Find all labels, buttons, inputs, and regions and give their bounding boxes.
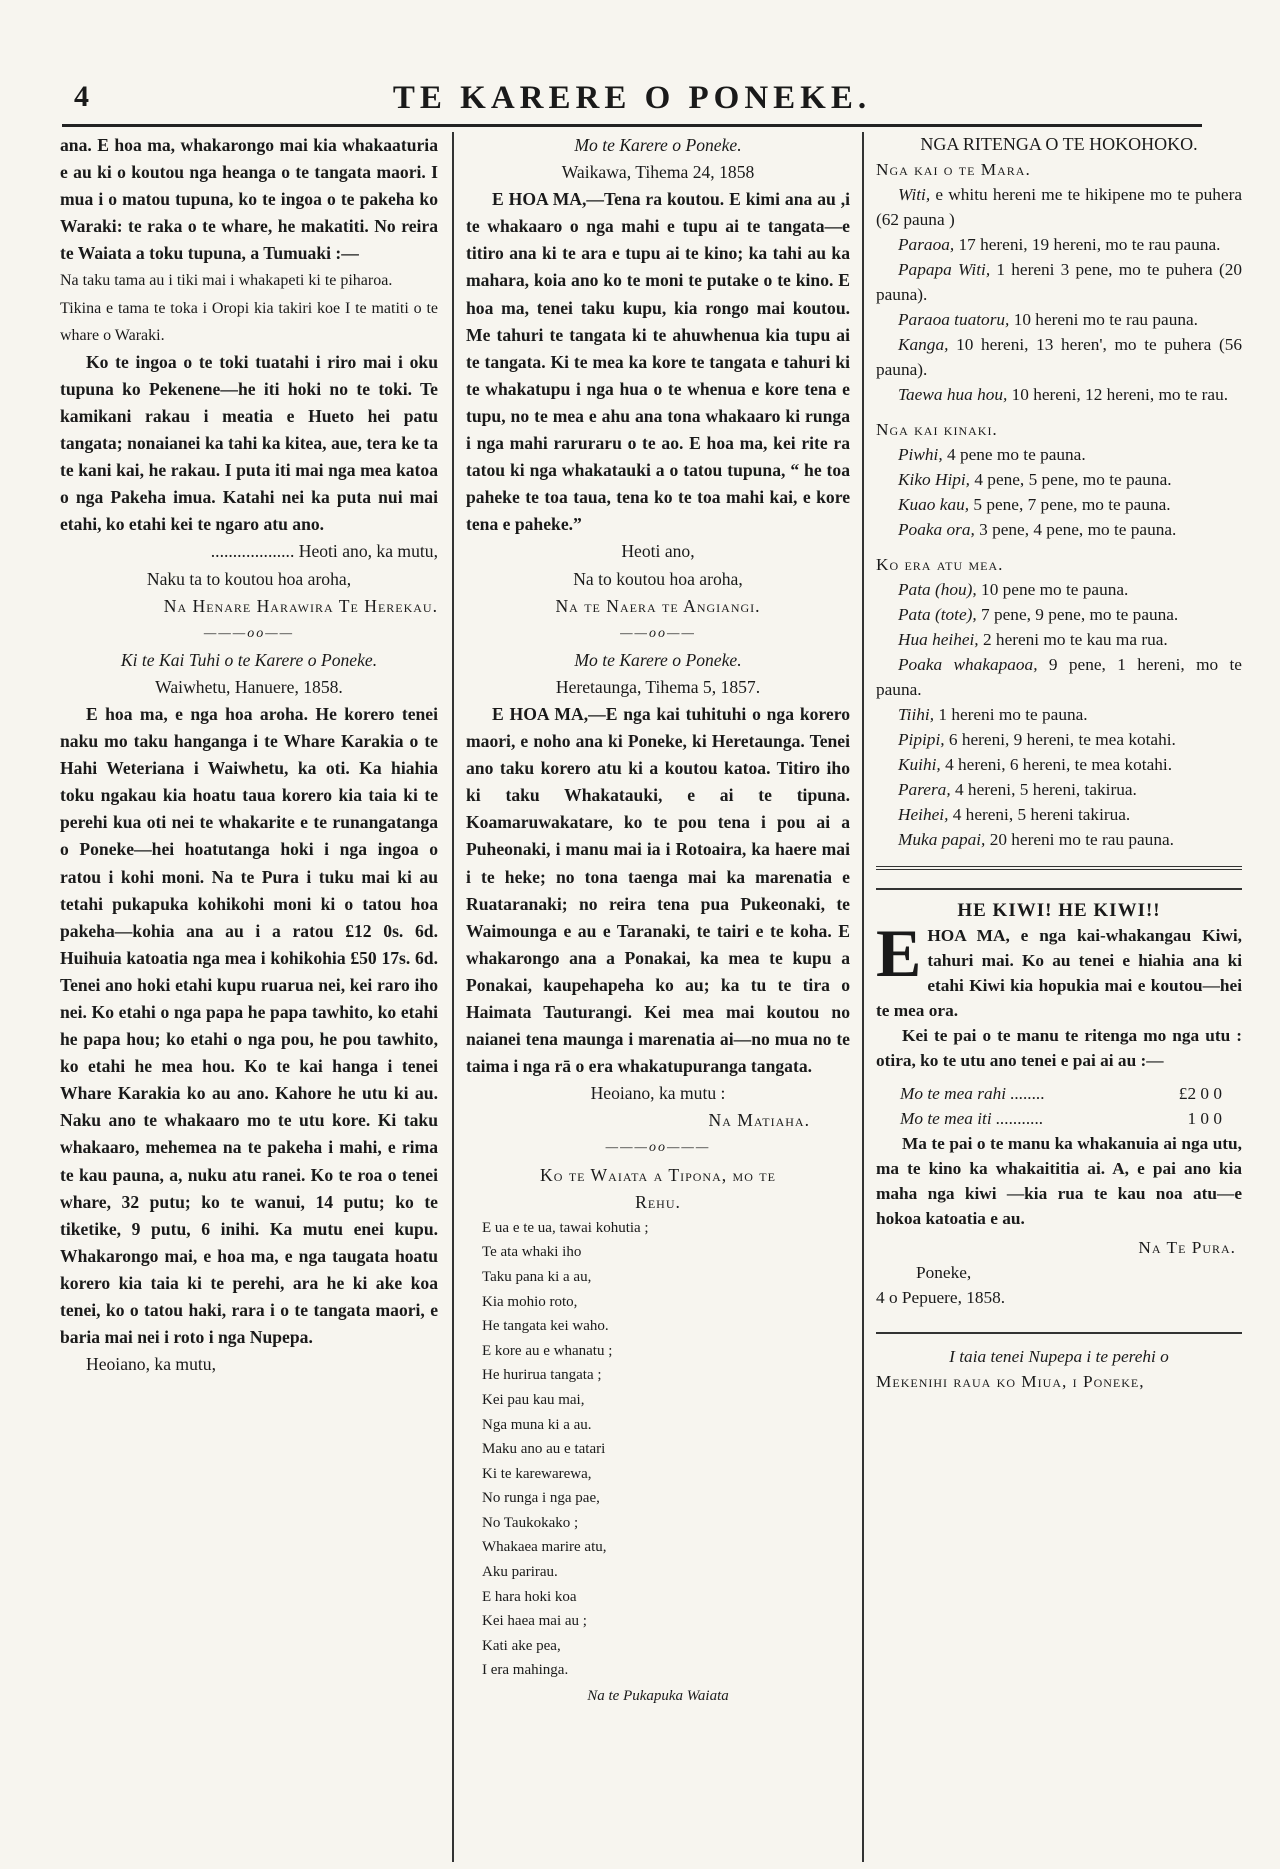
col2-letter-place-2: Heretaunga, Tihema 5, 1857. xyxy=(555,676,761,697)
col2-closing-3: Heoiano, ka mutu : xyxy=(590,1083,726,1104)
verse-line: E ua e te ua, tawai kohutia ; xyxy=(482,1219,649,1236)
col1-verse-2: Tikina e tama te toka i Oropi kia takiri koe I te matiti o te whare o Waraki. xyxy=(60,299,438,344)
price-item: Hua heihei, 2 hereni mo te kau ma rua. xyxy=(898,630,1168,649)
page-title: TE KARERE O PONEKE. xyxy=(392,80,872,116)
advert-price-row: Mo te mea iti ........... 1 0 0 xyxy=(900,1109,1222,1128)
page-header xyxy=(62,80,1202,120)
col2-paragraph-2: E HOA MA,—E nga kai tuhituhi o nga korero maori, e noho ana ki Poneke, ki Heretaunga. Tenei ano taku korero atu ki a koutou katoa. Titiro iho ki taku Whakatauki, e ai te tipuna. Koamaruwakatare, ko te pou tena i pou ai a Puheonaki, i manu mai ia i Rotoaira, ka haere mai i te heke; no tona taenga mai ka marenatia e Ruataranaki; no reira tena pua Pukeonaki, te Waimounga e au e Taranaki, te tairi e te koha. E whakarongo ana a Ponakai, ka mea te kupu a Ponakai, kaupehapeha ko au; ka tu te tira o Haimata Tauturangi. Kei mea mai koutou no naianei tena maunga i marenatia ai—no mua no te taima i nga rā o era whakatupuranga tangata. xyxy=(466,703,850,1077)
price-item: Kuao kau, 5 pene, 7 pene, mo te pauna. xyxy=(898,495,1171,514)
column-3 xyxy=(876,132,1242,1394)
verse-line: E hara hoki koa xyxy=(482,1588,577,1605)
column-1 xyxy=(60,132,438,1378)
column-2 xyxy=(466,132,850,1710)
verse-line: Aku parirau. xyxy=(482,1564,558,1581)
price-item: Papapa Witi, 1 hereni 3 pene, mo te puhera (20 pauna). xyxy=(876,260,1242,304)
price-item: Pipipi, 6 hereni, 9 hereni, te mea kotahi. xyxy=(898,730,1176,749)
advert-paragraph-1: EHOA MA, e nga kai-whakangau Kiwi, tahuri mai. Ko au tenei e hiahia ana ki etahi Kiwi kia hopukia mai e koutou—hei te mea ora. xyxy=(876,915,1242,1020)
col1-letter-heading: Ki te Kai Tuhi o te Karere o Poneke. xyxy=(120,649,378,670)
price-item: Paraoa, 17 hereni, 19 hereni, mo te rau pauna. xyxy=(898,235,1221,254)
price-item: Poaka whakapaoa, 9 pene, 1 hereni, mo te pauna. xyxy=(876,655,1242,699)
verse-line: Kei haea mai au ; xyxy=(482,1613,587,1630)
price-item: Parera, 4 hereni, 5 hereni, takirua. xyxy=(898,780,1137,799)
verse-line: E kore au e whanatu ; xyxy=(482,1342,613,1359)
verse-line: Kati ake pea, xyxy=(482,1637,561,1654)
col2-song-verse xyxy=(466,1216,850,1683)
col2-separator-2: ———oo——— xyxy=(605,1140,711,1156)
market-section-1: Nga kai o te Mara. xyxy=(876,160,1031,179)
advert-drop-cap: E xyxy=(876,915,922,991)
verse-line: Maku ano au e tatari xyxy=(482,1441,606,1458)
price-item: Paraoa tuatoru, 10 hereni mo te rau pauna. xyxy=(898,310,1198,329)
verse-line: Te ata whaki iho xyxy=(482,1244,582,1261)
advert-price-row: Mo te mea rahi ........ £2 0 0 xyxy=(900,1084,1222,1103)
column-divider-2 xyxy=(862,132,864,1862)
market-section-3: Ko era atu mea. xyxy=(876,555,1004,574)
verse-line: Nga muna ki a au. xyxy=(482,1416,592,1433)
col2-separator-1: ——oo—— xyxy=(620,625,696,641)
price-item: Kuihi, 4 hereni, 6 hereni, te mea kotahi. xyxy=(898,755,1173,774)
price-item: Muka papai, 20 hereni mo te rau pauna. xyxy=(898,830,1174,849)
verse-line: No Taukokako ; xyxy=(482,1514,579,1531)
col2-signature-1: Na te Naera te Angiangi. xyxy=(555,595,761,616)
verse-line: Taku pana ki a au, xyxy=(482,1268,592,1285)
price-item: Taewa hua hou, 10 hereni, 12 hereni, mo te rau. xyxy=(898,385,1229,404)
col2-song-heading-2: Rehu. xyxy=(635,1191,681,1212)
verse-line: Kei pau kau mai, xyxy=(482,1391,585,1408)
col2-tail-heading: Na te Pukapuka Waiata xyxy=(587,1688,729,1705)
market-prices-heading: NGA RITENGA O TE HOKOHOKO. xyxy=(920,134,1198,154)
verse-line: Whakaea marire atu, xyxy=(482,1539,607,1556)
col1-closing-2: Naku ta to koutou hoa aroha, xyxy=(146,568,352,589)
column-divider-1 xyxy=(452,132,454,1862)
verse-line: I era mahinga. xyxy=(482,1662,569,1679)
price-item: Witi, e whitu hereni me te hikipene mo te puhera (62 pauna ) xyxy=(876,185,1242,229)
advert-date: 4 o Pepuere, 1858. xyxy=(876,1288,1006,1307)
col1-closing-3: Heoiano, ka mutu, xyxy=(86,1354,216,1375)
price-item: Piwhi, 4 pene mo te pauna. xyxy=(898,445,1086,464)
advert-price-list xyxy=(876,1081,1242,1131)
col2-closing-1: Heoti ano, xyxy=(621,541,695,562)
col2-song-heading-1: Ko te Waiata a Tipona, mo te xyxy=(540,1164,776,1185)
col1-paragraph-2: Ko te ingoa o te toki tuatahi i riro mai i oku tupuna ko Pekenene—he iti hoki no te toki. Te kamikani rakau i meatia e Hueto hei patu tangata; nonaianei ka tahi ka kitea, aue, tera ke ta te kani kai, he rakau. I puta iti mai nga mea katoa o nga Pakeha imua. Katahi nei ka puta nui mai etahi, ko etahi kei te ngaro atu ano. xyxy=(60,351,438,535)
footer-rule xyxy=(876,1332,1242,1334)
market-section-2: Nga kai kinaki. xyxy=(876,420,998,439)
col2-closing-2: Na to koutou hoa aroha, xyxy=(573,568,743,589)
advert-paragraph-3: Ma te pai o te manu ka whakanuia ai nga utu, ma te kino ka whakaititia ai. A, e pai ano kia maha nga kiwi —kia rua te kau noa atu—e hokoa katoatia e au. xyxy=(876,1134,1242,1228)
verse-line: He hurirua tangata ; xyxy=(482,1367,602,1384)
header-rule xyxy=(62,124,1202,127)
price-item: Tiihi, 1 hereni mo te pauna. xyxy=(898,705,1088,724)
verse-line: Ki te karewarewa, xyxy=(482,1465,592,1482)
advert-paragraph-2: Kei te pai o te manu te ritenga mo nga utu : otira, ko te utu ano tenei e pai ai au :— xyxy=(876,1026,1242,1070)
price-item: Kanga, 10 hereni, 13 heren', mo te puhera (56 pauna). xyxy=(876,335,1242,379)
col1-letter-place: Waiwhetu, Hanuere, 1858. xyxy=(155,676,343,697)
section-rule xyxy=(876,866,1242,870)
col1-verse-1: Na taku tama au i tiki mai i whakapeti ki te piharoa. xyxy=(60,272,393,290)
col1-signature-1: Na Henare Harawira Te Herekau. xyxy=(163,595,438,616)
advert-heading: HE KIWI! HE KIWI!! xyxy=(957,900,1161,921)
col2-signature-2: Na Matiaha. xyxy=(708,1110,810,1131)
advert-place: Poneke, xyxy=(916,1263,972,1282)
col2-letter-heading-1: Mo te Karere o Poneke. xyxy=(574,135,742,155)
col1-paragraph-3: E hoa ma, e nga hoa aroha. He korero tenei naku mo taku hanganga i te Whare Karakia o te Hahi Weteriana i Waiwhetu, ka oti. Ka hiahia toku ngakau kia hoatu taua korero kia taia ki te perehi kua oti nei te whakarite e te runangatanga o Poneke—hei hoatutanga hoki i nga ingoa o ratou i kohi moni. Na te Pura i tuku mai ki au tetahi pukapuka kohikohi moni ki o tatou hoa pakeha—kohia ana au i a ratou £12 0s. 6d. Huihuia katoatia nga mea i kohikohia £50 17s. 6d. Tenei ano hoki etahi kupu ruarua nei, kei raro iho nei. Ko etahi o nga papa he papa tawhito, ko etahi he papa hou; ko etahi o nga pou, he pou tawhito, ko etahi he mea hou. Ko te kai hanga i tenei Whare Karakia ko au ano. Kahore he utu ki au. Naku ano te whakaaro mo te utu kore. Ki taku whakaaro, mehemea na te pakeha i mahi, e rima te kau pauna, a, nuku atu ranei. Ko te roa o tenei whare, 32 putu; ko te wanui, 14 putu; ko te tiketike, 9 putu, 6 inihi. Ka mutu enei kupu. Whakarongo mai, e hoa ma, e nga taugata hoatu korero kia taia ki te perehi, ara he ki ake koa tenei, ko o tatou haki, rara i o te tangata maori, e baria mai nei i roto i nga Nupepa. xyxy=(60,703,438,1348)
price-item: Poaka ora, 3 pene, 4 pene, mo te pauna. xyxy=(898,520,1177,539)
imprint-line-2: Mekenihi raua ko Miua, i Poneke, xyxy=(876,1372,1145,1391)
col2-letter-place-1: Waikawa, Tihema 24, 1858 xyxy=(561,162,755,183)
col2-paragraph-1: E HOA MA,—Tena ra koutou. E kimi ana au ,i te whakaaro o nga mahi e tupu ai te tangata—e titiro ana ki te ara e tupu ai te kino; ka tahi au ka mahara, koia ano ko te moni te putake o te kino. E hoa ma, tenei taku kupu, kia rongo mai koutou. Me tahuri te tangata ki te ahuwhenua kia tupu ai te tangata. Ki te mea ka kore te tangata e tahuri ki te whakatupu i nga hua o te whenua e kore tena e tupu, no te mea e ahu ana tona whakaaro ki runga i nga mahi raruraru o te ao. E hoa ma, kei rite ra tatou ki nga whakatauki a o tatou tupuna, “ he toa paheke te toa taua, tena ko te toa mahi kai, e kore tena e paheke.” xyxy=(466,189,850,535)
col1-paragraph-1: ana. E hoa ma, whakarongo mai kia whakaaturia e au ki o koutou nga heanga o te tangata maori. I mua i o matou tupuna, ko te ingoa o te pakeha ko Waraki: te raka o te whare, he makatiti. No reira te Waiata a toku tupuna, a Tumuaki :— xyxy=(60,135,438,264)
advert-top-rule xyxy=(876,888,1242,890)
page-number: 4 xyxy=(74,80,89,113)
verse-line: No runga i nga pae, xyxy=(482,1490,600,1507)
price-item: Pata (tote), 7 pene, 9 pene, mo te pauna. xyxy=(898,605,1179,624)
verse-line: Kia mohio roto, xyxy=(482,1293,578,1310)
price-item: Heihei, 4 hereni, 5 hereni takirua. xyxy=(898,805,1131,824)
verse-line: He tangata kei waho. xyxy=(482,1318,609,1335)
price-item: Kiko Hipi, 4 pene, 5 pene, mo te pauna. xyxy=(898,470,1172,489)
col2-letter-heading-2: Mo te Karere o Poneke. xyxy=(574,649,742,670)
advert-signature: Na Te Pura. xyxy=(1138,1238,1236,1257)
imprint-line-1: I taia tenei Nupepa i te perehi o xyxy=(949,1347,1169,1366)
price-item: Pata (hou), 10 pene mo te pauna. xyxy=(898,580,1129,599)
col1-separator: ———oo—— xyxy=(203,625,295,641)
col1-closing-1: ................... Heoti ano, ka mutu, xyxy=(210,541,438,562)
